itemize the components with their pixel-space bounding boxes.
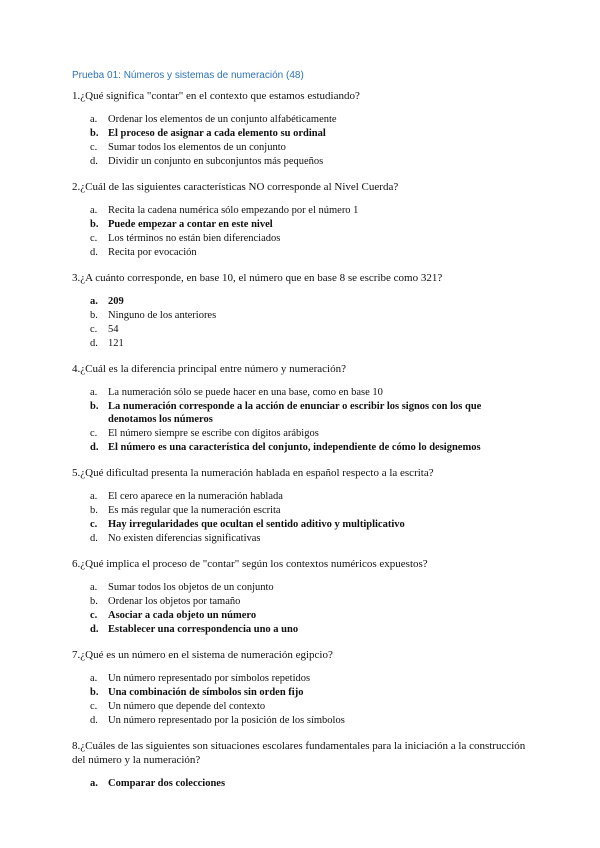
answer-options (90, 672, 532, 727)
option-text: Un número que depende del contexto (108, 701, 266, 712)
question-6 (72, 557, 532, 636)
option-letter: b. (90, 219, 99, 230)
answer-option (90, 232, 532, 245)
question-text: 2.¿Cuál de las siguientes características NO corresponde al Nivel Cuerda? (72, 181, 399, 193)
question-8 (72, 739, 532, 790)
option-letter: c. (90, 233, 98, 244)
option-text: El cero aparece en la numeración hablada (108, 491, 283, 502)
option-letter: b. (90, 505, 98, 516)
answer-options (90, 113, 532, 168)
option-letter: a. (90, 296, 98, 307)
answer-option (90, 295, 532, 308)
answer-option (90, 595, 532, 608)
option-letter: a. (90, 673, 98, 684)
option-text: Comparar dos colecciones (108, 778, 226, 789)
option-letter: d. (90, 715, 98, 726)
question-5 (72, 466, 532, 545)
question-text: 5.¿Qué dificultad presenta la numeración hablada en español respecto a la escrita? (72, 467, 434, 479)
question-2 (72, 180, 532, 259)
option-text: 54 (108, 324, 119, 335)
answer-option (90, 518, 532, 531)
option-letter: d. (90, 624, 99, 635)
answer-option (90, 532, 532, 545)
option-text: El número siempre se escribe con dígitos arábigos (108, 428, 319, 439)
option-letter: a. (90, 582, 98, 593)
option-letter: a. (90, 114, 98, 125)
answer-option (90, 204, 532, 217)
option-text: Es más regular que la numeración escrita (108, 505, 281, 516)
answer-options (90, 581, 532, 636)
option-text: Sumar todos los objetos de un conjunto (108, 582, 274, 593)
answer-options (90, 777, 532, 790)
option-letter: d. (90, 247, 98, 258)
answer-option (90, 337, 532, 350)
option-text: Ninguno de los anteriores (108, 310, 217, 321)
answer-option (90, 686, 532, 699)
option-text: 121 (108, 338, 124, 349)
answer-option (90, 623, 532, 636)
answer-option (90, 581, 532, 594)
option-text: Hay irregularidades que ocultan el sentido aditivo y multiplicativo (108, 519, 405, 530)
option-text: Sumar todos los elementos de un conjunto (108, 142, 286, 153)
answer-option (90, 400, 532, 426)
option-text: Asociar a cada objeto un número (108, 610, 257, 621)
question-text: 1.¿Qué significa "contar" en el contexto que estamos estudiando? (72, 90, 360, 102)
option-letter: d. (90, 338, 98, 349)
option-letter: b. (90, 687, 99, 698)
option-text: Ordenar los objetos por tamaño (108, 596, 241, 607)
option-letter: d. (90, 156, 98, 167)
question-text: 6.¿Qué implica el proceso de "contar" según los contextos numéricos expuestos? (72, 558, 428, 570)
option-text: El número es una característica del conjunto, independiente de cómo lo designemos (108, 442, 481, 453)
option-text: La numeración corresponde a la acción de enunciar o escribir los signos con los que denotamos los números (108, 401, 482, 425)
option-text: Un número representado por la posición de los símbolos (108, 715, 345, 726)
answer-option (90, 490, 532, 503)
option-letter: a. (90, 205, 98, 216)
option-letter: a. (90, 387, 98, 398)
answer-options (90, 204, 532, 259)
answer-option (90, 127, 532, 140)
answer-option (90, 246, 532, 259)
answer-option (90, 700, 532, 713)
answer-option (90, 113, 532, 126)
question-4 (72, 362, 532, 454)
option-letter: a. (90, 778, 98, 789)
option-text: Establecer una correspondencia uno a uno (108, 624, 299, 635)
option-letter: b. (90, 128, 99, 139)
answer-options (90, 295, 532, 350)
option-letter: b. (90, 401, 99, 412)
option-text: Recita la cadena numérica sólo empezando por el número 1 (108, 205, 359, 216)
answer-options (90, 386, 532, 454)
answer-option (90, 218, 532, 231)
option-letter: c. (90, 324, 98, 335)
option-letter: d. (90, 442, 99, 453)
question-7 (72, 648, 532, 727)
question-1 (72, 89, 532, 168)
option-text: Una combinación de símbolos sin orden fijo (108, 687, 304, 698)
answer-option (90, 441, 532, 454)
answer-option (90, 504, 532, 517)
option-text: Recita por evocación (108, 247, 197, 258)
question-text: 7.¿Qué es un número en el sistema de numeración egipcio? (72, 649, 333, 661)
answer-option (90, 309, 532, 322)
option-text: La numeración sólo se puede hacer en una base, como en base 10 (108, 387, 383, 398)
answer-options (90, 490, 532, 545)
answer-option (90, 714, 532, 727)
option-text: Ordenar los elementos de un conjunto alfabéticamente (108, 114, 337, 125)
answer-option (90, 427, 532, 440)
answer-option (90, 141, 532, 154)
answer-option (90, 155, 532, 168)
answer-option (90, 386, 532, 399)
test-title: Prueba 01: Números y sistemas de numeración (48) (72, 70, 304, 81)
option-text: Los términos no están bien diferenciados (108, 233, 281, 244)
option-letter: c. (90, 519, 98, 530)
option-letter: c. (90, 142, 98, 153)
option-letter: c. (90, 701, 98, 712)
option-text: 209 (108, 296, 124, 307)
option-letter: c. (90, 610, 98, 621)
document-page (72, 70, 532, 802)
option-text: No existen diferencias significativas (108, 533, 261, 544)
question-text: 4.¿Cuál es la diferencia principal entre número y numeración? (72, 363, 346, 375)
answer-option (90, 777, 532, 790)
question-text: 8.¿Cuáles de las siguientes son situaciones escolares fundamentales para la iniciación a la construcción del número y la numeración? (72, 740, 526, 766)
option-letter: a. (90, 491, 98, 502)
option-text: Dividir un conjunto en subconjuntos más pequeños (108, 156, 324, 167)
option-text: Un número representado por símbolos repetidos (108, 673, 311, 684)
answer-option (90, 323, 532, 336)
option-text: Puede empezar a contar en este nivel (108, 219, 273, 230)
option-letter: b. (90, 596, 98, 607)
question-text: 3.¿A cuánto corresponde, en base 10, el número que en base 8 se escribe como 321? (72, 272, 443, 284)
option-text: El proceso de asignar a cada elemento su ordinal (108, 128, 326, 139)
question-list (72, 89, 532, 790)
answer-option (90, 609, 532, 622)
answer-option (90, 672, 532, 685)
question-3 (72, 271, 532, 350)
option-letter: b. (90, 310, 98, 321)
option-letter: c. (90, 428, 98, 439)
option-letter: d. (90, 533, 98, 544)
